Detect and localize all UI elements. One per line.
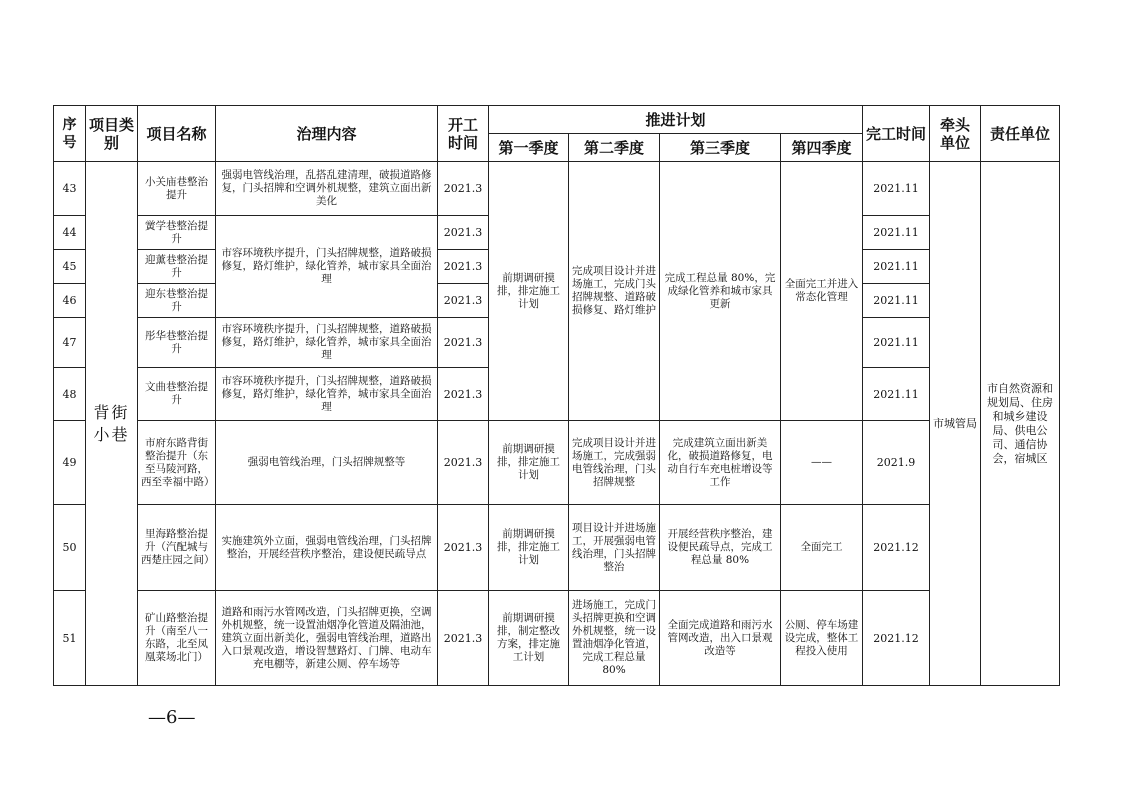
row-start: 2021.3: [438, 162, 489, 216]
header-q2: 第二季度: [569, 134, 660, 162]
row-q3: 开展经营秩序整治，建设便民疏导点，完成工程总量 80%: [660, 505, 781, 591]
header-q3: 第三季度: [660, 134, 781, 162]
table-row: [54, 162, 1060, 216]
row-q2: 进场施工，完成门头招牌更换和空调外机规整，统一设置油烟净化管道，完成工程总量 80%: [569, 591, 660, 686]
row-start: 2021.3: [438, 505, 489, 591]
row-name: 市府东路背街整治提升（东至马陵河路，西至幸福中路）: [138, 421, 216, 505]
table-row: [54, 591, 1060, 686]
row-start: 2021.3: [438, 250, 489, 284]
row-end: 2021.11: [863, 368, 930, 421]
row-content: 道路和雨污水管网改造，门头招牌更换，空调外机规整，统一设置油烟净化管道及隔油池，建筑立面出新美化，强弱电管线治理，道路出入口景观改造，增设智慧路灯、门牌、电动车充电棚等，新建公厕、停车场等: [216, 591, 438, 686]
row-name: 文曲巷整治提升: [138, 368, 216, 421]
header-category: 项目类别: [86, 106, 138, 162]
row-end: 2021.11: [863, 216, 930, 250]
group-q4: 全面完工并进入常态化管理: [781, 162, 863, 421]
row-start: 2021.3: [438, 591, 489, 686]
row-end: 2021.12: [863, 505, 930, 591]
row-q1: 前期调研摸排，排定施工计划: [489, 505, 569, 591]
row-name: 里海路整治提升（汽配城与西楚庄园之间）: [138, 505, 216, 591]
page-number: —6—: [148, 707, 196, 728]
row-end: 2021.11: [863, 318, 930, 368]
row-seq: 46: [54, 284, 86, 318]
row-content: 强弱电管线治理，门头招牌规整等: [216, 421, 438, 505]
row-start: 2021.3: [438, 284, 489, 318]
lead-unit-cell: 市城管局: [930, 162, 981, 686]
row-content: 市容环境秩序提升，门头招牌规整，道路破损修复，路灯维护，绿化管养，城市家具全面治理: [216, 368, 438, 421]
row-seq: 49: [54, 421, 86, 505]
group-q1: 前期调研摸排，排定施工计划: [489, 162, 569, 421]
row-end: 2021.9: [863, 421, 930, 505]
row-start: 2021.3: [438, 318, 489, 368]
row-start: 2021.3: [438, 421, 489, 505]
row-end: 2021.12: [863, 591, 930, 686]
row-content: 强弱电管线治理，乱搭乱建清理，破损道路修复，门头招牌和空调外机规整，建筑立面出新美化: [216, 162, 438, 216]
header-start: 开工时间: [438, 106, 489, 162]
row-q1: 前期调研摸排，排定施工计划: [489, 421, 569, 505]
table-row: [54, 505, 1060, 591]
row-content: 实施建筑外立面，强弱电管线治理，门头招牌整治，开展经营秩序整治，建设便民疏导点: [216, 505, 438, 591]
row-q2: 项目设计并进场施工，开展强弱电管线治理，门头招牌整治: [569, 505, 660, 591]
row-seq: 47: [54, 318, 86, 368]
row-seq: 43: [54, 162, 86, 216]
project-table: [53, 105, 1060, 686]
row-start: 2021.3: [438, 368, 489, 421]
row-q1: 前期调研摸排，制定整改方案，排定施工计划: [489, 591, 569, 686]
header-content: 治理内容: [216, 106, 438, 162]
row-q4: 公厕、停车场建设完成，整体工程投入使用: [781, 591, 863, 686]
row-name: 小关庙巷整治提升: [138, 162, 216, 216]
row-name: 彤华巷整治提升: [138, 318, 216, 368]
row-seq: 44: [54, 216, 86, 250]
header-q1: 第一季度: [489, 134, 569, 162]
header-q4: 第四季度: [781, 134, 863, 162]
row-seq: 50: [54, 505, 86, 591]
row-q3: 完成建筑立面出新美化，破损道路修复，电动自行车充电桩增设等工作: [660, 421, 781, 505]
row-end: 2021.11: [863, 162, 930, 216]
header-plan: 推进计划: [489, 106, 863, 134]
row-q2: 完成项目设计并进场施工，完成强弱电管线治理，门头招牌规整: [569, 421, 660, 505]
row-seq: 48: [54, 368, 86, 421]
row-q4: ——: [781, 421, 863, 505]
row-q3: 全面完成道路和雨污水管网改造，出入口景观改造等: [660, 591, 781, 686]
row-name: 矿山路整治提升（南至八一东路，北至凤凰菜场北门）: [138, 591, 216, 686]
header-lead: 牵头单位: [930, 106, 981, 162]
row-seq: 45: [54, 250, 86, 284]
resp-unit-cell: 市自然资源和规划局、住房和城乡建设局、供电公司、通信协会，宿城区: [981, 162, 1060, 686]
row-start: 2021.3: [438, 216, 489, 250]
header-seq: 序号: [54, 106, 86, 162]
row-name: 迎薰巷整治提升: [138, 250, 216, 284]
row-content: 市容环境秩序提升，门头招牌规整，道路破损修复，路灯维护，绿化管养，城市家具全面治理: [216, 318, 438, 368]
row-q4: 全面完工: [781, 505, 863, 591]
group-q2: 完成项目设计并进场施工，完成门头招牌规整、道路破损修复、路灯维护: [569, 162, 660, 421]
header-end: 完工时间: [863, 106, 930, 162]
row-name: 迎东巷整治提升: [138, 284, 216, 318]
shared-content-cell: 市容环境秩序提升，门头招牌规整，道路破损修复，路灯维护，绿化管养，城市家具全面治理: [216, 216, 438, 318]
row-end: 2021.11: [863, 284, 930, 318]
table-row: [54, 421, 1060, 505]
group-q3: 完成工程总量 80%，完成绿化管养和城市家具更新: [660, 162, 781, 421]
row-seq: 51: [54, 591, 86, 686]
header-name: 项目名称: [138, 106, 216, 162]
row-end: 2021.11: [863, 250, 930, 284]
category-cell: 背街小巷: [86, 162, 138, 686]
header-resp: 责任单位: [981, 106, 1060, 162]
row-name: 黉学巷整治提升: [138, 216, 216, 250]
